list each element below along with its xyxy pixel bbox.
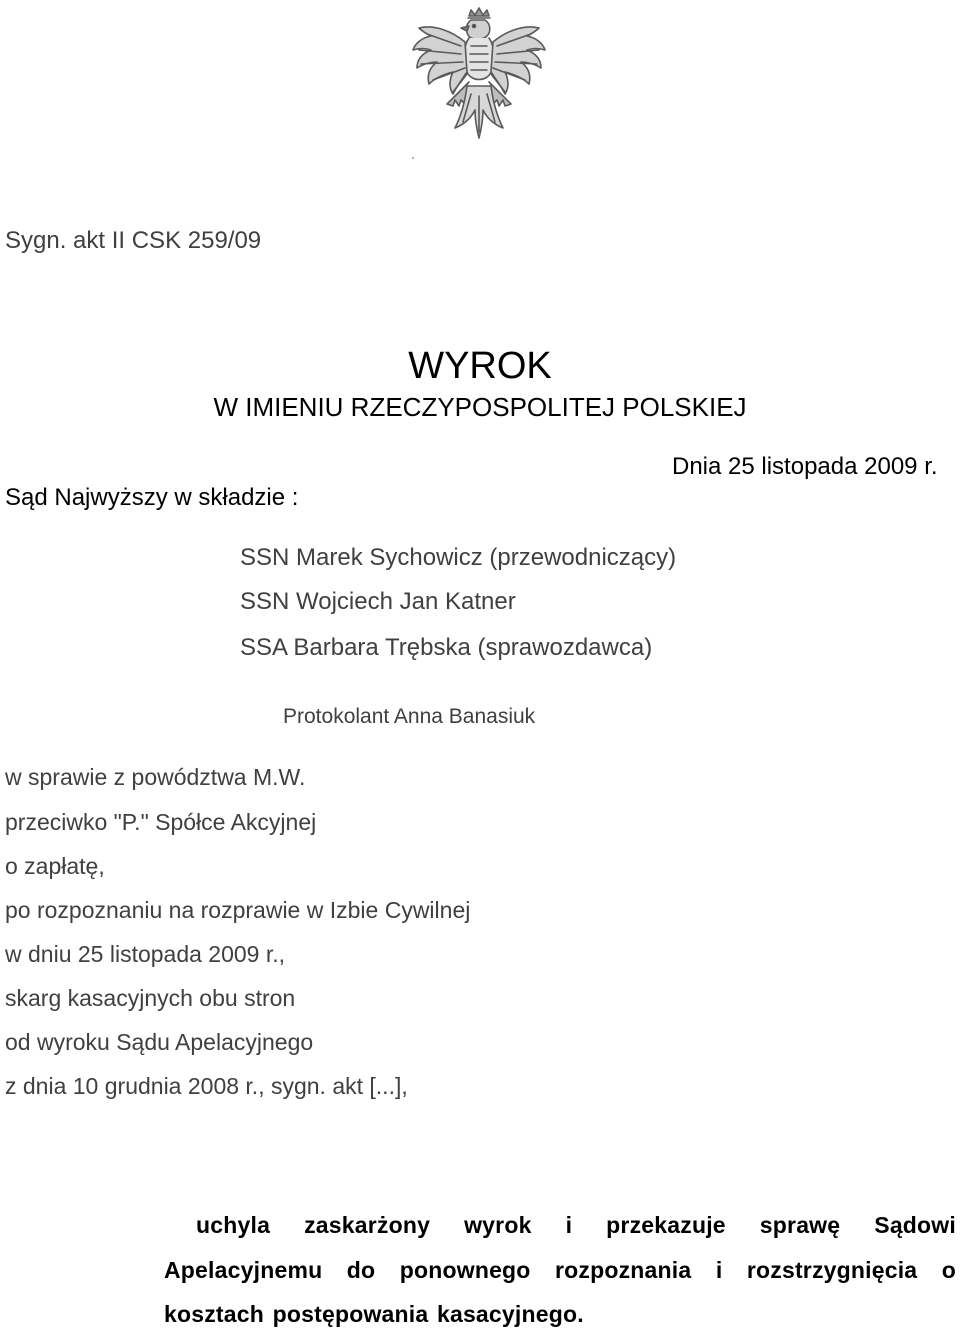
judge-presiding: SSN Marek Sychowicz (przewodniczący) [240, 544, 677, 571]
case-line: skarg kasacyjnych obu stron [5, 985, 296, 1011]
judge-rapporteur: SSA Barbara Trębska (sprawozdawca) [240, 634, 653, 661]
case-line: po rozpoznaniu na rozprawie w Izbie Cywilnej [5, 897, 471, 923]
polish-eagle-emblem-icon [405, 6, 553, 166]
judgment-date: Dnia 25 listopada 2009 r. [672, 453, 938, 480]
case-line: o zapłatę, [5, 853, 105, 879]
case-line: od wyroku Sądu Apelacyjnego [5, 1029, 314, 1055]
case-line: przeciwko "P." Spółce Akcyjnej [5, 809, 317, 835]
judge-member: SSN Wojciech Jan Katner [240, 588, 516, 615]
case-line: w sprawie z powództwa M.W. [5, 764, 306, 790]
case-line: w dniu 25 listopada 2009 r., [5, 941, 286, 967]
case-signature: Sygn. akt II CSK 259/09 [5, 227, 262, 254]
case-line: z dnia 10 grudnia 2008 r., sygn. akt [...], [5, 1073, 408, 1099]
document-subtitle: W IMIENIU RZECZYPOSPOLITEJ POLSKIEJ [213, 392, 747, 422]
document-title: WYROK [408, 345, 552, 387]
court-clerk: Protokolant Anna Banasiuk [283, 705, 536, 728]
court-composition-label: Sąd Najwyższy w składzie : [5, 484, 299, 511]
ruling-text: uchyla zaskarżony wyrok i przekazuje sprawę Sądowi Apelacyjnemu do ponownego rozpoznania i rozstrzygnięcia o kosztach postępowania kasacyjnego. [164, 1212, 956, 1327]
